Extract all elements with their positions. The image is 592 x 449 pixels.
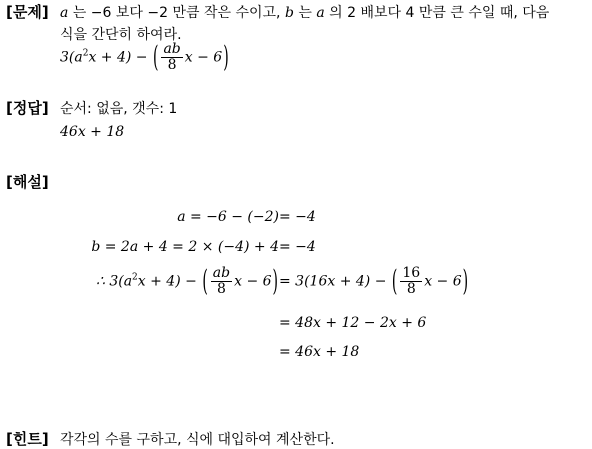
hint-label: [힌트]	[6, 430, 49, 448]
solution-row-5-rhs: = 46x + 18	[279, 344, 360, 360]
answer-value: 46x + 18	[60, 124, 125, 140]
problem-expression: $3(a^2x + 4)$ − ( $\frac{ab}{8}$ x − 6)	[60, 40, 229, 75]
solution-row-1-lhs: a = −6 − (−2)	[177, 209, 279, 225]
var-a: a	[60, 5, 69, 21]
solution-row-3-lhs: ∴ $3(a^2x + 4)$ − ( $\frac{ab}{8}$ x − 6)	[95, 264, 278, 299]
hint-text: 각각의 수를 구하고, 식에 대입하여 계산한다.	[60, 432, 335, 448]
problem-label: [문제]	[6, 3, 49, 21]
answer-meta: 순서: 없음, 갯수: 1	[60, 101, 178, 117]
solution-row-3-rhs: = 3(16x + 4) − ( $\frac{16}{8}$ x − 6)	[279, 264, 469, 299]
problem-line-1: a 는 −6 보다 −2 만큼 작은 수이고, b 는 a 의 2 배보다 4 만큼 큰 수일 때, 다음	[60, 5, 550, 21]
fraction: $\frac{ab}{8}$	[212, 265, 231, 297]
fraction: $\frac{16}{8}$	[402, 265, 421, 297]
solution-row-1-rhs: = −4	[279, 209, 316, 225]
answer-label: [정답]	[6, 99, 49, 117]
solution-row-2-lhs: b = 2a + 4 = 2 × (−4) + 4	[91, 239, 279, 255]
solution-label: [해설]	[6, 173, 49, 191]
problem-line-2: 식을 간단히 하여라.	[60, 27, 182, 43]
solution-row-2-rhs: = −4	[279, 239, 316, 255]
fraction: $\frac{ab}{8}$	[163, 41, 181, 73]
solution-row-4-rhs: = 48x + 12 − 2x + 6	[279, 315, 427, 331]
